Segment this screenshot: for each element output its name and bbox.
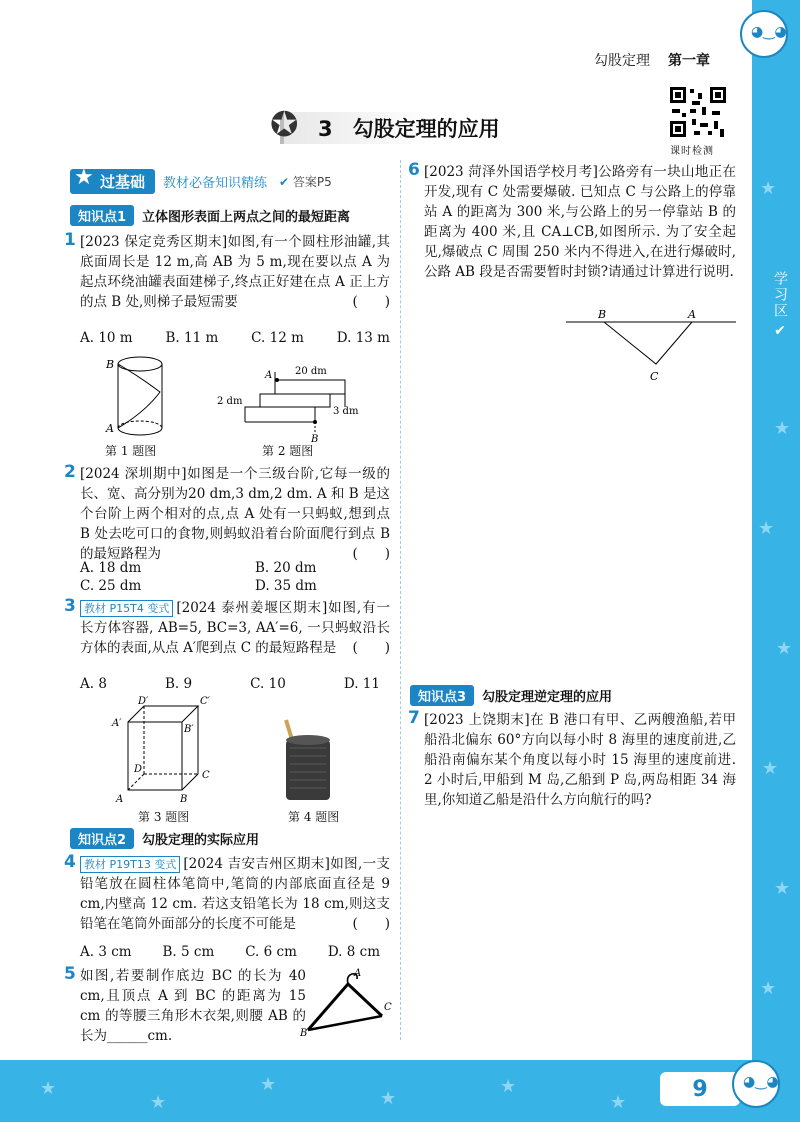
question-number: 6 xyxy=(408,160,420,180)
qr-label: 课时检测 xyxy=(670,146,714,157)
label-c-prime: C′ xyxy=(200,696,210,707)
qr-code-icon[interactable] xyxy=(668,85,728,139)
mascot-icon: ◕‿◕ xyxy=(732,1060,780,1108)
question-number: 4 xyxy=(64,852,76,872)
question-1-options xyxy=(80,330,390,346)
star-icon: ★ xyxy=(760,178,777,199)
figure-5-hanger xyxy=(300,966,396,1038)
option-c[interactable]: C. 25 dm xyxy=(80,578,142,594)
question-number: 5 xyxy=(64,964,76,984)
label-b-prime: B′ xyxy=(184,724,194,735)
star-icon: ★ xyxy=(762,758,779,779)
star-icon: ★ xyxy=(758,518,775,539)
figure-6-road xyxy=(560,306,740,384)
option-d[interactable]: D. 13 m xyxy=(336,330,390,346)
question-4-text: [2024 吉安吉州区期末]如图,一支铅笔放在圆柱体笔筒中,笔筒的内部底面直径是 9 cm,内壁高 12 cm. 若这支铅笔长为 18 cm,则这支铅笔在笔筒外面部分的长度不可能是 xyxy=(80,856,390,932)
label-a: A xyxy=(354,968,362,979)
knowledge-point-3: 知识点3 勾股定理逆定理的应用 xyxy=(410,685,612,706)
side-tab-study-area[interactable] xyxy=(760,250,800,360)
option-d[interactable]: D. 8 cm xyxy=(327,944,380,960)
option-d[interactable]: D. 11 xyxy=(343,676,380,692)
label-b: B xyxy=(106,358,115,371)
label-b: B xyxy=(180,794,188,805)
answer-bracket[interactable]: ( ) xyxy=(352,546,390,562)
star-icon: ★ xyxy=(40,1078,57,1099)
question-number: 1 xyxy=(64,230,76,250)
lesson-title: 勾股定理的应用 xyxy=(352,117,500,141)
label-b: B xyxy=(598,308,607,321)
star-icon: ★ xyxy=(776,638,793,659)
section-banner xyxy=(70,164,390,194)
label-height: 2 dm xyxy=(217,396,243,407)
label-c: C xyxy=(202,770,210,781)
label-b: B xyxy=(300,1028,308,1038)
option-b[interactable]: B. 9 xyxy=(165,676,193,692)
question-1-text: [2023 保定竞秀区期末]如图,有一个圆柱形油罐,其底面周长是 12 m,高 AB 为 5 m,现在要以点 A 为起点环绕油罐表面建梯子,终点正好建在点 A 正上方的点 B 处,则梯子最短需要 xyxy=(80,234,390,310)
question-7 xyxy=(424,710,736,810)
check-icon: ✔ xyxy=(279,174,293,189)
question-5-text: 如图,若要制作底边 BC 的长为 40 cm,且顶点 A 到 BC 的距离为 15 cm 的等腰三角形木衣架,则腰 AB 的长为______cm. xyxy=(80,968,306,1044)
option-a[interactable]: A. 3 cm xyxy=(80,944,132,960)
page-title xyxy=(318,113,500,143)
question-2-options xyxy=(80,560,380,594)
answer-bracket[interactable]: ( ) xyxy=(352,640,390,656)
star-icon: ★ xyxy=(380,1088,397,1109)
question-3 xyxy=(80,598,390,658)
lesson-number: 3 xyxy=(318,117,333,141)
question-1 xyxy=(80,232,390,312)
star-icon: ★ xyxy=(74,164,94,190)
label-a: A xyxy=(106,422,114,435)
star-icon: ★ xyxy=(500,1076,517,1097)
star-icon: ★ xyxy=(774,878,791,899)
star-icon: ✪ xyxy=(270,105,299,145)
star-icon: ★ xyxy=(260,1074,277,1095)
right-border-strip xyxy=(752,0,800,1122)
question-4 xyxy=(80,854,390,934)
option-c[interactable]: C. 12 m xyxy=(251,330,304,346)
option-b[interactable]: B. 20 dm xyxy=(255,560,317,576)
textbook-tag: 教材 P19T13 变式 xyxy=(80,856,180,873)
side-tab-label: 学习区 xyxy=(772,271,788,319)
header-chapter: 第一章 xyxy=(668,53,710,69)
option-b[interactable]: B. 5 cm xyxy=(162,944,215,960)
star-icon: ★ xyxy=(760,978,777,999)
label-c: C xyxy=(650,370,659,383)
header-section: 勾股定理 xyxy=(594,53,650,69)
label-a-prime: A′ xyxy=(112,718,122,729)
label-b: B xyxy=(311,434,319,444)
figure-1-cylinder xyxy=(100,352,170,442)
question-2 xyxy=(80,464,390,564)
star-icon: ★ xyxy=(774,418,791,439)
option-c[interactable]: C. 6 cm xyxy=(245,944,297,960)
label-width: 3 dm xyxy=(333,406,359,417)
figure-2-stairs xyxy=(215,352,365,444)
banner-subtitle: 教材必备知识精练 xyxy=(163,175,268,191)
question-3-options xyxy=(80,676,380,692)
label-c: C xyxy=(384,1002,392,1013)
check-icon: ✔ xyxy=(774,323,786,339)
answer-bracket[interactable]: ( ) xyxy=(352,916,390,932)
question-5 xyxy=(80,966,306,1046)
question-2-text: [2024 深圳期中]如图是一个三级台阶,它每一级的长、宽、高分别为20 dm,3 dm,2 dm. A 和 B 是这个台阶上两个相对的点,点 A 处有一只蚂蚁,想到点 B 处去吃可口的食物,则蚂蚁沿着台阶面爬行到点 B 的最短路程为 xyxy=(80,466,390,562)
question-4-options xyxy=(80,944,380,960)
figure-4-pen-holder xyxy=(280,716,336,806)
star-icon: ★ xyxy=(150,1092,167,1113)
option-a[interactable]: A. 10 m xyxy=(80,330,133,346)
option-d[interactable]: D. 35 dm xyxy=(255,578,317,594)
question-6-text: [2023 菏泽外国语学校月考]公路旁有一块山地正在开发,现有 C 处需要爆破. 已知点 C 与公路上的停靠站 A 的距离为 300 米,与公路上的另一停靠站 B 的距离为 400 米,且 CA⊥CB,如图所示. 为了安全起见,爆破点 C 周围 250 米内不得进入,在进行爆破时,公路 AB 段是否需要暂时封锁?请通过计算进行说明. xyxy=(424,164,736,280)
label-d-prime: D′ xyxy=(138,696,149,707)
mascot-icon: ◕‿◕ xyxy=(740,10,788,58)
label-length: 20 dm xyxy=(295,366,327,377)
option-b[interactable]: B. 11 m xyxy=(165,330,219,346)
star-icon: ★ xyxy=(610,1092,627,1113)
knowledge-point-2: 知识点2 勾股定理的实际应用 xyxy=(70,828,259,849)
option-c[interactable]: C. 10 xyxy=(250,676,286,692)
figure-3-caption: 第 3 题图 xyxy=(138,810,190,824)
question-3-text: [2024 泰州姜堰区期末]如图,有一长方体容器, AB=5, BC=3, AA′=6, 一只蚂蚁沿长方体的表面,从点 A′爬到点 C 的最短路程是 xyxy=(80,600,390,656)
knowledge-point-1: 知识点1 立体图形表面上两点之间的最短距离 xyxy=(70,205,350,226)
figure-3-cuboid xyxy=(108,694,218,806)
column-divider xyxy=(400,160,401,1040)
answer-page-link[interactable]: ✔ 答案P5 xyxy=(279,174,332,189)
question-number: 2 xyxy=(64,462,76,482)
page-number: 9 xyxy=(660,1072,740,1106)
answer-bracket[interactable]: ( ) xyxy=(352,294,390,310)
figure-4-caption: 第 4 题图 xyxy=(288,810,340,824)
textbook-tag: 教材 P15T4 变式 xyxy=(80,600,173,617)
label-a: A xyxy=(688,308,696,321)
question-number: 3 xyxy=(64,596,76,616)
question-7-text: [2023 上饶期末]在 B 港口有甲、乙两艘渔船,若甲船沿北偏东 60°方向以每小时 8 海里的速度前进,乙船沿南偏东某个角度以每小时 15 海里的速度前进. 2 小时后,甲船到 M 岛,乙船到 P 岛,两岛相距 34 海里,你知道乙船是沿什么方向航行的吗? xyxy=(424,712,736,808)
option-a[interactable]: A. 8 xyxy=(80,676,107,692)
question-number: 7 xyxy=(408,708,420,728)
question-6 xyxy=(424,162,736,282)
label-d: D xyxy=(134,764,143,775)
label-a: A xyxy=(116,794,124,805)
figure-1-caption: 第 1 题图 xyxy=(105,444,157,458)
banner-label: ★ 过基础 xyxy=(70,169,155,194)
option-a[interactable]: A. 18 dm xyxy=(80,560,142,576)
figure-2-caption: 第 2 题图 xyxy=(262,444,314,458)
running-header xyxy=(594,50,710,70)
label-a: A xyxy=(265,370,273,381)
